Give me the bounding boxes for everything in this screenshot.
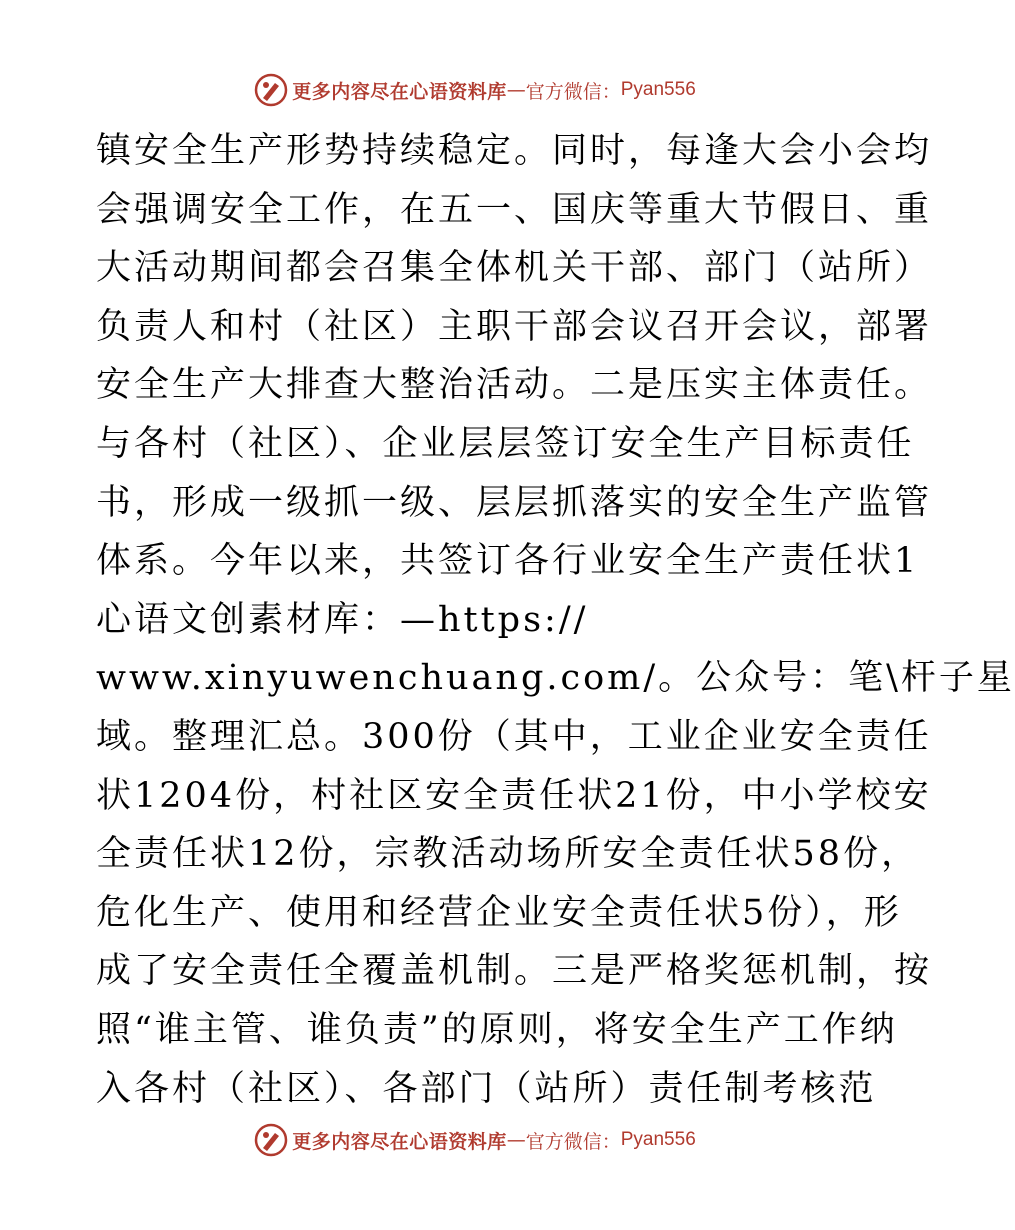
body-line: 负责人和村（社区）主职干部会议召开会议，部署 — [96, 306, 933, 347]
banner-separator: — — [506, 1129, 526, 1151]
body-line: 大活动期间都会召集全体机关干部、部门（站所） — [96, 248, 933, 289]
body-line: 全责任状12份，宗教活动场所安全责任状58份， — [96, 834, 920, 875]
pen-nib-logo-icon — [254, 1123, 288, 1157]
body-line: 危化生产、使用和经营企业安全责任状5份），形 — [96, 892, 902, 933]
body-line: 状1204份，村社区安全责任状21份，中小学校安 — [96, 775, 932, 816]
body-line: 镇安全生产形势持续稳定。同时，每逢大会小会均 — [96, 131, 933, 171]
banner-contact-label: 官方微信： — [525, 1130, 621, 1153]
body-line: 体系。今年以来，共签订各行业安全生产责任状1 — [96, 541, 920, 582]
body-line: 与各村（社区）、企业层层签订安全生产目标责任 — [96, 423, 915, 464]
body-line: www.xinyuwenchuang.com/。公众号：笔\杆子星 — [96, 658, 1015, 699]
document-body — [96, 122, 1015, 1118]
banner-contact-id: Pyan556 — [620, 1129, 696, 1150]
body-line: 安全生产大排查大整治活动。二是压实主体责任。 — [96, 365, 933, 406]
banner-contact-label: 官方微信： — [525, 80, 621, 103]
banner-separator: — — [506, 79, 526, 101]
body-line: 成了安全责任全覆盖机制。三是严格奖惩机制，按 — [96, 951, 933, 992]
header-banner — [0, 70, 950, 110]
body-line: 域。整理汇总。300份（其中，工业企业安全责任 — [96, 716, 932, 757]
footer-banner — [0, 1120, 950, 1160]
body-line: 照“谁主管、谁负责”的原则，将安全生产工作纳 — [96, 1009, 898, 1050]
banner-contact-id: Pyan556 — [620, 79, 696, 100]
banner-title: 更多内容尽在心语资料库 — [292, 1130, 507, 1153]
pen-nib-logo-icon — [254, 73, 288, 107]
body-line: 入各村（社区）、各部门（站所）责任制考核范 — [96, 1068, 877, 1109]
body-line: 心语文创素材库：—https:// — [96, 599, 589, 640]
body-line: 书，形成一级抓一级、层层抓落实的安全生产监管 — [96, 482, 933, 523]
banner-title: 更多内容尽在心语资料库 — [292, 80, 507, 103]
body-line: 会强调安全工作，在五一、国庆等重大节假日、重 — [96, 189, 933, 230]
